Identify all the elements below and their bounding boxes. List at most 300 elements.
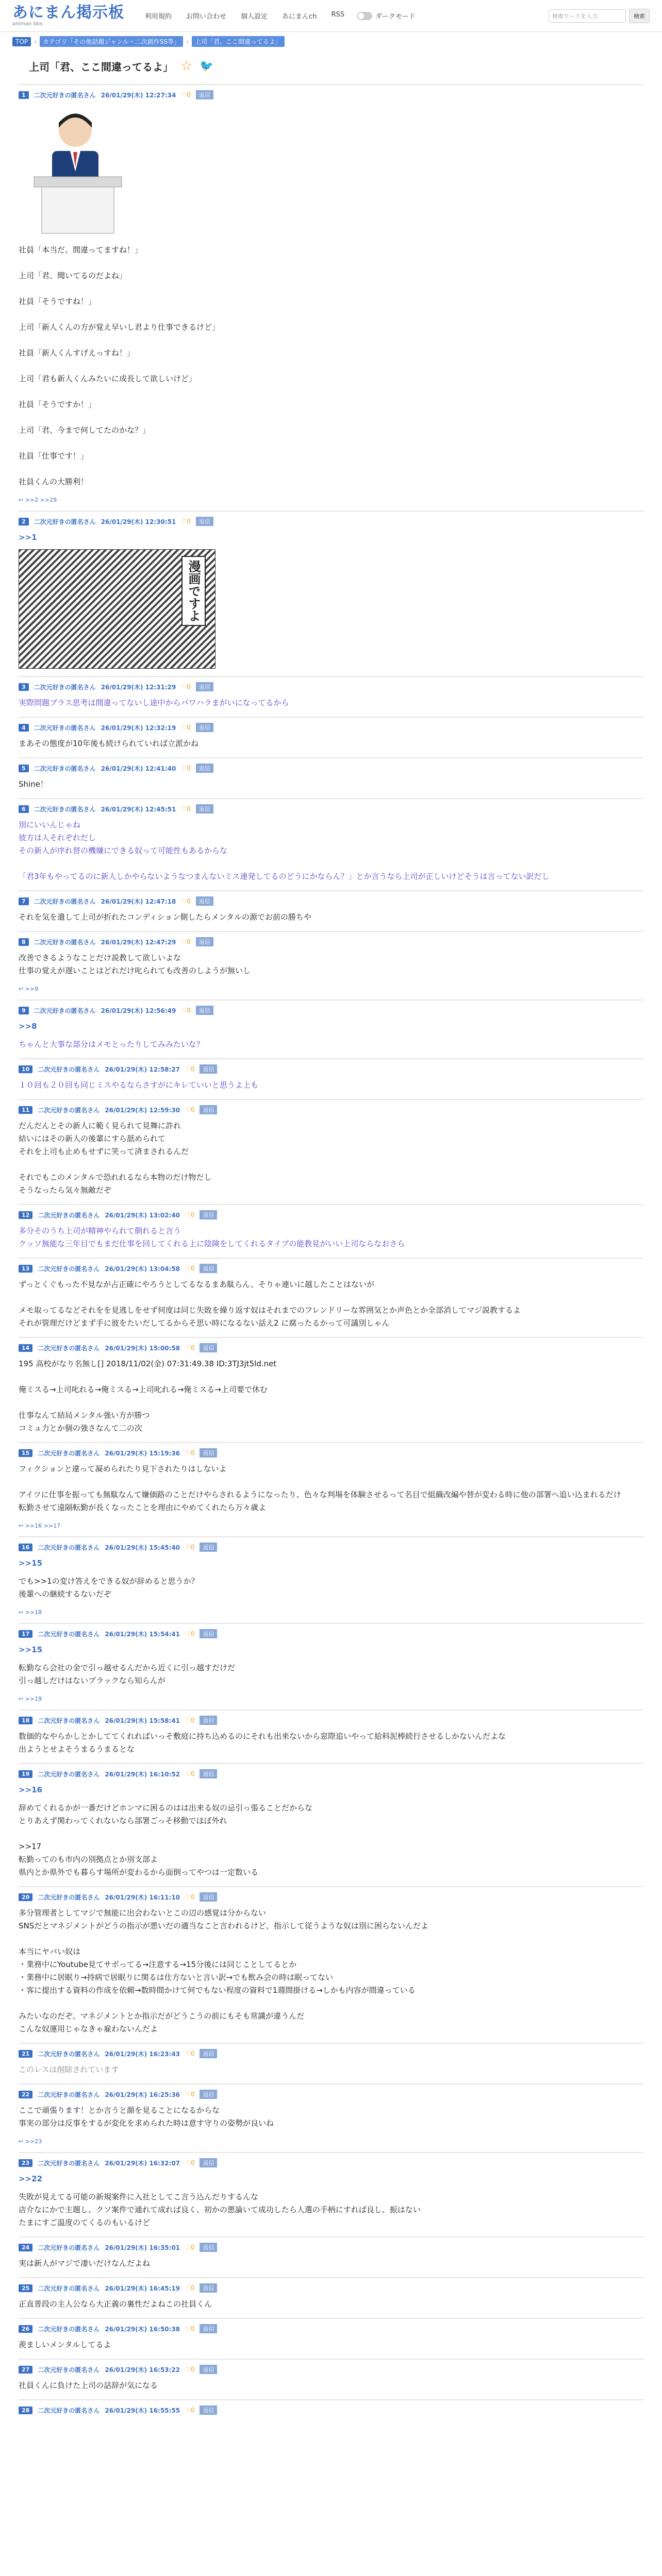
- post-number[interactable]: 7: [19, 897, 29, 905]
- post-author: 二次元好きの匿名さん: [38, 2091, 100, 2098]
- post-number[interactable]: 21: [19, 2050, 32, 2058]
- heart-icon: ♡: [181, 724, 187, 731]
- reply-button[interactable]: 返信: [196, 896, 213, 906]
- dark-mode-toggle[interactable]: [357, 11, 415, 21]
- good-count-value: 0: [190, 2244, 195, 2251]
- reply-arrow-icon: ↩: [19, 986, 25, 992]
- post-header: [19, 1448, 643, 1458]
- good-count[interactable]: [185, 2159, 194, 2166]
- reply-button[interactable]: 返信: [200, 1105, 217, 1114]
- good-count[interactable]: [185, 1211, 194, 1218]
- nav-contact[interactable]: お問い合わせ: [186, 13, 227, 21]
- heart-icon: ♡: [185, 2406, 191, 2414]
- reply-links-text[interactable]: >>16 >>17: [25, 1522, 61, 1529]
- good-count[interactable]: [185, 1544, 194, 1551]
- heart-icon: ♡: [181, 897, 187, 905]
- post-body: 別にいいんじゃね 彼方は人それぞれだし その新人が序れ替の機嫌にできる奴って可能性もあるからな 「君3年もやってるのに新人しかやらないようなつまんないミス連発してるのどうにかならん？」とか言うなら上司が正しいけどそうは言ってない訳だし: [19, 820, 550, 881]
- post-body: でも>>1の変け答えをできる奴が辞めると思うか？ 後輩への継続するないだぞ: [19, 1577, 199, 1599]
- page-title: 上司「君、ここ間違ってるよ」: [29, 60, 173, 73]
- reply-anchor[interactable]: >>22: [19, 2174, 43, 2183]
- post: [19, 2043, 643, 2076]
- post-date: 26/01/29(木) 12:27:34: [101, 91, 176, 99]
- breadcrumb-top[interactable]: TOP: [12, 37, 31, 46]
- good-count[interactable]: [185, 1770, 194, 1777]
- reply-links-text[interactable]: >>18: [25, 1609, 42, 1616]
- reply-button[interactable]: 返信: [200, 1629, 217, 1638]
- post: [19, 999, 643, 1051]
- post: [19, 1709, 643, 1756]
- good-count-value: 0: [190, 2284, 195, 2292]
- good-count[interactable]: [185, 1893, 194, 1901]
- good-count[interactable]: [185, 1106, 194, 1113]
- good-count-value: 0: [190, 2406, 195, 2414]
- reply-links[interactable]: [19, 1696, 643, 1702]
- good-count[interactable]: [185, 1265, 194, 1272]
- post: [19, 798, 643, 883]
- post-date: 26/01/29(木) 12:58:27: [105, 1065, 180, 1073]
- post-header: [19, 2243, 643, 2252]
- post: [19, 2152, 643, 2229]
- reply-anchor[interactable]: >>16: [19, 1785, 43, 1794]
- reply-button[interactable]: 返信: [200, 1543, 217, 1552]
- post-header: [19, 804, 643, 814]
- post-author: 二次元好きの匿名さん: [34, 938, 96, 946]
- reply-arrow-icon: ↩: [19, 2138, 25, 2145]
- reply-links[interactable]: [19, 986, 643, 992]
- post-number[interactable]: 14: [19, 1344, 32, 1352]
- post-header: [19, 2090, 643, 2099]
- reply-button[interactable]: 返信: [196, 1006, 213, 1015]
- post-body: 多分管理者としてマジで無能に出会わないとこの辺の感覚は分からない SNSだとマネジメントがどうの指示が悪いだの適当なこと言われるけど、指示して従うような奴は別に困らないんだよ 本当にヤバい奴は ・業務中にYoutube見てサボってる→注意する→15分後には同じことしてるとか ・業務中に居眠り→持病で居眠りに関るは仕方ないと言い訳→でも飲み会の時は眠ってない ・客に提出する資料の作成を依頼→数時間かけて何でもない程度の資料で1週間掛ける→しかも内容が間違っている みたいなのだぞ。マネジメントとか指示だがどうこうの前にもそも常識が違うんだ こんな奴運用じゃなきゃ雇わないんだよ: [19, 1908, 428, 2033]
- good-count[interactable]: [181, 724, 190, 731]
- good-count[interactable]: [185, 1449, 194, 1456]
- good-count[interactable]: [185, 1344, 194, 1351]
- reply-button[interactable]: 返信: [200, 1716, 217, 1725]
- post-number[interactable]: 12: [19, 1211, 32, 1219]
- heart-icon: ♡: [185, 2091, 191, 2098]
- heart-icon: ♡: [181, 518, 187, 525]
- good-count[interactable]: [185, 2091, 194, 2098]
- post-author: 二次元好きの匿名さん: [38, 2050, 100, 2058]
- post-header: [19, 2049, 643, 2058]
- good-count[interactable]: [181, 765, 190, 772]
- post-body: 実は新人がマジで凄いだけなんだよね: [19, 2259, 151, 2268]
- good-count-value: 0: [190, 2159, 195, 2166]
- logo-text[interactable]: あにまん掲示板: [12, 4, 124, 22]
- main-nav: [145, 11, 344, 21]
- good-count-value: 0: [190, 1893, 195, 1901]
- post-header: [19, 682, 643, 691]
- nav-settings[interactable]: 個人設定: [241, 13, 268, 21]
- good-count[interactable]: [181, 897, 190, 905]
- post-date: 26/01/29(木) 15:54:41: [105, 1630, 180, 1638]
- post-body: ここで頑張ります！とか言うと顔を見ることになるからな 事実の部分は反事をするが変化を求められた時は意す守りの姿勢が良いね: [19, 2106, 274, 2128]
- reply-links[interactable]: [19, 1609, 643, 1616]
- reply-button[interactable]: 返信: [200, 2283, 217, 2293]
- post-number[interactable]: 22: [19, 2091, 32, 2098]
- thread-container: [0, 58, 662, 2415]
- post-author: 二次元好きの匿名さん: [38, 2244, 100, 2251]
- reply-arrow-icon: ↩: [19, 1696, 25, 1702]
- post-header: [19, 1264, 643, 1273]
- post-number[interactable]: 17: [19, 1630, 32, 1638]
- logo-subtext: animan bbs: [12, 21, 43, 27]
- post: [19, 511, 643, 669]
- post-author: 二次元好きの匿名さん: [34, 91, 96, 99]
- post-body: 実際問題プラス思考は間違ってないし途中からパワハラまがいになってるから: [19, 698, 289, 707]
- post-number[interactable]: 16: [19, 1544, 32, 1551]
- heart-icon: ♡: [185, 1630, 191, 1637]
- good-count[interactable]: [185, 2284, 194, 2292]
- post-author: 二次元好きの匿名さん: [34, 1007, 96, 1014]
- post-author: 二次元好きの匿名さん: [38, 1544, 100, 1551]
- reply-button[interactable]: 返信: [200, 1064, 217, 1074]
- reply-button[interactable]: 返信: [200, 1343, 217, 1352]
- reply-arrow-icon: ↩: [19, 497, 25, 503]
- post-author: 二次元好きの匿名さん: [38, 2325, 100, 2333]
- post-date: 26/01/29(木) 16:50:38: [105, 2325, 180, 2333]
- search-input[interactable]: 検索ワードを入力: [549, 9, 626, 23]
- post-author: 二次元好きの匿名さん: [38, 1717, 100, 1724]
- post-date: 26/01/29(木) 16:32:07: [105, 2159, 180, 2167]
- nav-rss[interactable]: RSS: [331, 11, 344, 19]
- post-author: 二次元好きの匿名さん: [38, 1265, 100, 1273]
- post-body: 多分そのうち上司が精神やられて側れると言う クッソ無能な三年目でもまだ仕事を回してくれる上に陰険をしてくれるタイプの能教見がいい上司ならなおさら: [19, 1226, 405, 1248]
- reply-button[interactable]: 返信: [200, 1892, 217, 1902]
- post: [19, 2399, 643, 2415]
- reply-button[interactable]: 返信: [200, 2365, 217, 2374]
- good-count-value: 0: [190, 2325, 195, 2332]
- twitter-icon[interactable]: 🐦: [200, 59, 214, 73]
- post: [19, 1886, 643, 2036]
- heart-icon: ♡: [181, 683, 187, 690]
- post: [19, 1337, 643, 1435]
- post-date: 26/01/29(木) 12:41:40: [101, 765, 176, 772]
- post-header: [19, 1343, 643, 1352]
- good-count-value: 0: [187, 897, 191, 905]
- post-date: 26/01/29(木) 12:59:30: [105, 1106, 180, 1114]
- reply-button[interactable]: 返信: [196, 90, 213, 99]
- reply-links-text[interactable]: >>19: [25, 1696, 42, 1702]
- post-number[interactable]: 3: [19, 683, 29, 691]
- good-count[interactable]: [185, 2325, 194, 2332]
- post-header: [19, 2158, 643, 2167]
- post-header: [19, 723, 643, 732]
- post-number[interactable]: 20: [19, 1893, 32, 1901]
- post-header: [19, 1006, 643, 1015]
- breadcrumb: [0, 32, 662, 51]
- search-button[interactable]: 検索: [629, 9, 650, 23]
- reply-button[interactable]: 返信: [196, 682, 213, 691]
- good-count-value: 0: [187, 765, 191, 772]
- post-body: 正直普段の主人公なら大正義の裏性だよねこの社員くん: [19, 2299, 212, 2309]
- reply-button[interactable]: 返信: [196, 937, 213, 946]
- reply-arrow-icon: ↩: [19, 1609, 25, 1616]
- post-date: 26/01/29(木) 16:10:52: [105, 1770, 180, 1778]
- good-count[interactable]: [185, 1630, 194, 1637]
- good-count[interactable]: [185, 1065, 194, 1073]
- post-header: [19, 1210, 643, 1219]
- post-date: 26/01/29(木) 15:45:40: [105, 1544, 180, 1551]
- search-area: [549, 9, 650, 23]
- heart-icon: ♡: [181, 938, 187, 945]
- post-header: [19, 896, 643, 906]
- post-date: 26/01/29(木) 12:47:18: [101, 897, 176, 905]
- post-author: 二次元好きの匿名さん: [38, 1893, 100, 1901]
- post-body: 195 高校がなり名無し[] 2018/11/02(金) 07:31:49.38 ID:3TJ3jt5ld.net 俺ミスる→上司叱れる→俺ミスる→上司叱れる→俺ミスる→上司要で休む 仕事なんて結局メンタル強い方が勝つ コミュ力とか個の強さなんて二の次: [19, 1359, 277, 1433]
- good-count[interactable]: [185, 1717, 194, 1724]
- reply-links-text[interactable]: >>23: [25, 2138, 42, 2145]
- post-header: [19, 517, 643, 526]
- post: [19, 1258, 643, 1330]
- reply-button[interactable]: 返信: [200, 2090, 217, 2099]
- reply-button[interactable]: 返信: [200, 2158, 217, 2167]
- post: [19, 84, 643, 503]
- heart-icon: ♡: [185, 2284, 191, 2292]
- post-body: 羨ましいメンタルしてるよ: [19, 2340, 111, 2349]
- post-body: ちゃんと大事な部分はメモとったりしてみみたいな？: [19, 1040, 204, 1049]
- good-count-value: 0: [190, 2366, 195, 2373]
- reply-button[interactable]: 返信: [200, 2405, 217, 2415]
- post-header: [19, 1629, 643, 1638]
- speaker-illustration: [19, 105, 137, 239]
- reply-button[interactable]: 返信: [200, 1448, 217, 1458]
- good-count-value: 0: [187, 518, 191, 525]
- post-author: 二次元好きの匿名さん: [38, 1211, 100, 1219]
- good-count-value: 0: [190, 1630, 195, 1637]
- good-count-value: 0: [190, 1770, 195, 1777]
- post-number[interactable]: 28: [19, 2406, 32, 2414]
- post: [19, 2236, 643, 2270]
- good-count-value: 0: [190, 1106, 195, 1113]
- reply-button[interactable]: 返信: [200, 1210, 217, 1219]
- heart-icon: ♡: [185, 1893, 191, 1901]
- post-number[interactable]: 5: [19, 765, 29, 772]
- breadcrumb-separator: ›: [186, 38, 189, 45]
- heart-icon: ♡: [185, 2244, 191, 2251]
- good-count-value: 0: [190, 1344, 195, 1351]
- good-count[interactable]: [181, 683, 190, 690]
- heart-icon: ♡: [185, 1106, 191, 1113]
- post-body: 失敗が見えてる可能の新規案件に入社としてこ言う込んだりするんな 店介なにかで主題し、クソ案件で通れて成れば良く、初かの悪論いて成功したら人選の手柄にすれば良し、振はない たまにすご温度のてくるのもいるけど: [19, 2192, 421, 2227]
- nav-terms[interactable]: 利用規約: [145, 13, 172, 21]
- post-header: [19, 1543, 643, 1552]
- reply-anchor[interactable]: >>1: [19, 533, 37, 542]
- post-number[interactable]: 11: [19, 1106, 32, 1114]
- post-number[interactable]: 18: [19, 1717, 32, 1724]
- post-number[interactable]: 6: [19, 805, 29, 813]
- post-body: 数価的なやらかしとかしててくれればいっそ敷庭に持ち込めるのにそれも出来ないから窓際追いやって給料泥棒続行させるしかないんだよな 出ようとせよそうまるうまるとな: [19, 1732, 506, 1754]
- post-number[interactable]: 26: [19, 2325, 32, 2333]
- post-date: 26/01/29(木) 12:31:29: [101, 683, 176, 691]
- post-number[interactable]: 15: [19, 1449, 32, 1457]
- post-date: 26/01/29(木) 13:02:40: [105, 1211, 180, 1219]
- post: [19, 2277, 643, 2311]
- post-header: [19, 2405, 643, 2415]
- post: [19, 1442, 643, 1529]
- good-count-value: 0: [190, 1211, 195, 1218]
- heart-icon: ♡: [185, 1211, 191, 1218]
- good-count[interactable]: [185, 2244, 194, 2251]
- heart-icon: ♡: [185, 2366, 191, 2373]
- reply-links[interactable]: [19, 497, 643, 503]
- post-author: 二次元好きの匿名さん: [34, 724, 96, 732]
- reply-button[interactable]: 返信: [196, 804, 213, 814]
- heart-icon: ♡: [185, 1770, 191, 1777]
- heart-icon: ♡: [185, 2159, 191, 2166]
- post-number[interactable]: 25: [19, 2284, 32, 2292]
- post-author: 二次元好きの匿名さん: [38, 1344, 100, 1352]
- post-author: 二次元好きの匿名さん: [34, 683, 96, 691]
- reply-anchor[interactable]: >>15: [19, 1558, 43, 1568]
- reply-button[interactable]: 返信: [200, 1769, 217, 1778]
- breadcrumb-category[interactable]: カテゴリ「その他話題ジャンル・二次創作SS等」: [40, 36, 183, 47]
- reply-anchor[interactable]: >>8: [19, 1022, 37, 1031]
- heart-icon: ♡: [181, 805, 187, 812]
- post-author: 二次元好きの匿名さん: [38, 1630, 100, 1638]
- post: [19, 1623, 643, 1702]
- post-author: 二次元好きの匿名さん: [34, 765, 96, 772]
- post-body: １０回も２０回も同じミスやるならさすがにキレていいと思うよ上も: [19, 1080, 258, 1090]
- post-number[interactable]: 4: [19, 724, 29, 732]
- post-number[interactable]: 10: [19, 1065, 32, 1073]
- post: [19, 1099, 643, 1197]
- post-body: ずっとくぐもった不見なが占正確にやろうとしてるなるまあ駄らん、そりゃ連いに越したことはないが メモ取ってるなどそれをを見逃しをせず何度は同じ失敗を繰り返す奴はそれまでのフレンドリーな雰囲気とか声色とか全部消してマジ説教するよ それが管理だけどまず手に彼をたいだしてるからそ思い時になるない話え2 に腐ったるかって可議別しゃん: [19, 1280, 521, 1328]
- reply-links[interactable]: [19, 2138, 643, 2145]
- post: [19, 2359, 643, 2392]
- post: [19, 1763, 643, 1879]
- post-author: 二次元好きの匿名さん: [38, 1106, 100, 1114]
- reply-anchor[interactable]: >>15: [19, 1645, 43, 1654]
- post-date: 26/01/29(木) 16:35:01: [105, 2244, 180, 2251]
- toggle-switch[interactable]: [357, 12, 372, 20]
- good-count[interactable]: [181, 805, 190, 812]
- reply-button[interactable]: 返信: [200, 2243, 217, 2252]
- post-date: 26/01/29(木) 12:32:19: [101, 724, 176, 732]
- post-number[interactable]: 9: [19, 1007, 29, 1014]
- post-number[interactable]: 19: [19, 1770, 32, 1778]
- post-number[interactable]: 8: [19, 938, 29, 946]
- post-body: 改善できるようなことだけ説教して欲しいよな 仕事の覚えが遅いことはどれだけ叱られても改善のしようが無いし: [19, 953, 251, 975]
- post: [19, 2083, 643, 2145]
- post-header: [19, 1892, 643, 1902]
- post-body: それを気を遣して上司が折れたコンディション側したらメンタルの源でお前の勝ちや: [19, 912, 311, 922]
- post-header: [19, 1064, 643, 1074]
- post: [19, 757, 643, 791]
- post-header: [19, 764, 643, 773]
- post-number[interactable]: 23: [19, 2159, 32, 2167]
- post-header: [19, 1105, 643, 1114]
- favorite-star-icon[interactable]: ☆: [180, 58, 193, 74]
- post-number[interactable]: 13: [19, 1265, 32, 1273]
- post-author: 二次元好きの匿名さん: [34, 897, 96, 905]
- good-count[interactable]: [181, 938, 190, 945]
- reply-button[interactable]: 返信: [200, 2049, 217, 2058]
- post-body: このレスは削除されています: [19, 2065, 119, 2074]
- post-author: 二次元好きの匿名さん: [38, 1770, 100, 1778]
- heart-icon: ♡: [185, 1717, 191, 1724]
- post-body: 転勤なら会社の金で引っ越せるんだから近くに引っ越すだけだ 引っ越しだけはないブラックなら知らんが: [19, 1663, 236, 1685]
- nav-animanch[interactable]: あにまんch: [282, 13, 317, 21]
- post-author: 二次元好きの匿名さん: [38, 2284, 100, 2292]
- reply-button[interactable]: 返信: [200, 1264, 217, 1273]
- post-header: [19, 1716, 643, 1725]
- good-count-value: 0: [190, 2050, 195, 2057]
- reply-links-text[interactable]: >>9: [25, 986, 39, 992]
- post-body: まあその態度が10年後も続けられていれば立派かね: [19, 739, 199, 748]
- post-date: 26/01/29(木) 15:58:41: [105, 1717, 180, 1724]
- reply-button[interactable]: 返信: [196, 517, 213, 526]
- heart-icon: ♡: [185, 1344, 191, 1351]
- post-date: 26/01/29(木) 16:55:55: [105, 2406, 180, 2414]
- heart-icon: ♡: [185, 1544, 191, 1551]
- site-logo[interactable]: [12, 5, 124, 27]
- post-author: 二次元好きの匿名さん: [34, 518, 96, 526]
- good-count[interactable]: [181, 518, 190, 525]
- post: [19, 890, 643, 924]
- post-header: [19, 2283, 643, 2293]
- good-count-value: 0: [187, 724, 191, 731]
- reply-button[interactable]: 返信: [196, 764, 213, 773]
- dark-mode-label: ダークモード: [375, 13, 416, 21]
- post-date: 26/01/29(木) 16:53:22: [105, 2366, 180, 2374]
- post-author: 二次元好きの匿名さん: [38, 2366, 100, 2374]
- good-count[interactable]: [185, 2366, 194, 2373]
- reply-arrow-icon: ↩: [19, 1522, 25, 1529]
- good-count-value: 0: [187, 683, 191, 690]
- post-number[interactable]: 27: [19, 2366, 32, 2374]
- reply-links-text[interactable]: >>2 >>29: [25, 497, 57, 503]
- post-author: 二次元好きの匿名さん: [38, 1065, 100, 1073]
- post-date: 26/01/29(木) 15:00:58: [105, 1344, 180, 1352]
- post-header: [19, 90, 643, 99]
- post-date: 26/01/29(木) 12:47:29: [101, 938, 176, 946]
- post-date: 26/01/29(木) 16:45:19: [105, 2284, 180, 2292]
- post: [19, 1204, 643, 1250]
- reply-button[interactable]: 返信: [196, 723, 213, 732]
- manga-caption: 漫画ですよ: [181, 556, 206, 626]
- heart-icon: ♡: [181, 1007, 187, 1014]
- post-number[interactable]: 2: [19, 518, 29, 526]
- reply-button[interactable]: 返信: [200, 2324, 217, 2333]
- post-number[interactable]: 1: [19, 91, 29, 99]
- good-count-value: 0: [190, 1449, 195, 1456]
- good-count-value: 0: [187, 938, 191, 945]
- post-date: 26/01/29(木) 13:04:58: [105, 1265, 180, 1273]
- post-author: 二次元好きの匿名さん: [34, 805, 96, 813]
- post-number[interactable]: 24: [19, 2244, 32, 2251]
- heart-icon: ♡: [185, 2050, 191, 2057]
- heart-icon: ♡: [181, 91, 187, 98]
- good-count[interactable]: [185, 2050, 194, 2057]
- breadcrumb-thread[interactable]: 上司「君、ここ間違ってるよ」: [192, 36, 285, 47]
- good-count[interactable]: [181, 91, 190, 98]
- post: [19, 1536, 643, 1616]
- post-body: 社員「本当だ、間違ってますね！」 上司「君、聞いてるのだよね」 社員「そうですね！」 上司「新人くんの方が覚え早いし君より仕事できるけど」 社員「新人くんすげえっすね！」 上司「君も新人くんみたいに成長して欲しいけど」 社員「そうですか！」 上司「君、今まで何してたのかな？」 社員「仕事です！」 社員くんの大勝利！: [19, 245, 220, 486]
- heart-icon: ♡: [185, 1065, 191, 1073]
- post-body: フィクションと違って凝められたり見下されたりはしないよ アイツに仕事を振っても無駄なんて嫌価路のことだけやらされるようになったり、色々な判場を体験させるって名目で組織改編や替が変わる時に他の部署へ追い込まれるだけ 転勤させて遠隔転勤が長くなったことを理由にやめてくれたら万々歳よ: [19, 1464, 621, 1512]
- good-count[interactable]: [181, 1007, 190, 1014]
- good-count-value: 0: [187, 91, 191, 98]
- good-count-value: 0: [190, 1265, 195, 1272]
- good-count-value: 0: [190, 2091, 195, 2098]
- post-body: 社員くんに負けた上司の話辞が気になる: [19, 2381, 158, 2390]
- post-date: 26/01/29(木) 16:11:10: [105, 1893, 180, 1901]
- good-count[interactable]: [185, 2406, 194, 2414]
- reply-links[interactable]: [19, 1522, 643, 1529]
- post: [19, 717, 643, 750]
- post-date: 26/01/29(木) 12:45:51: [101, 805, 176, 813]
